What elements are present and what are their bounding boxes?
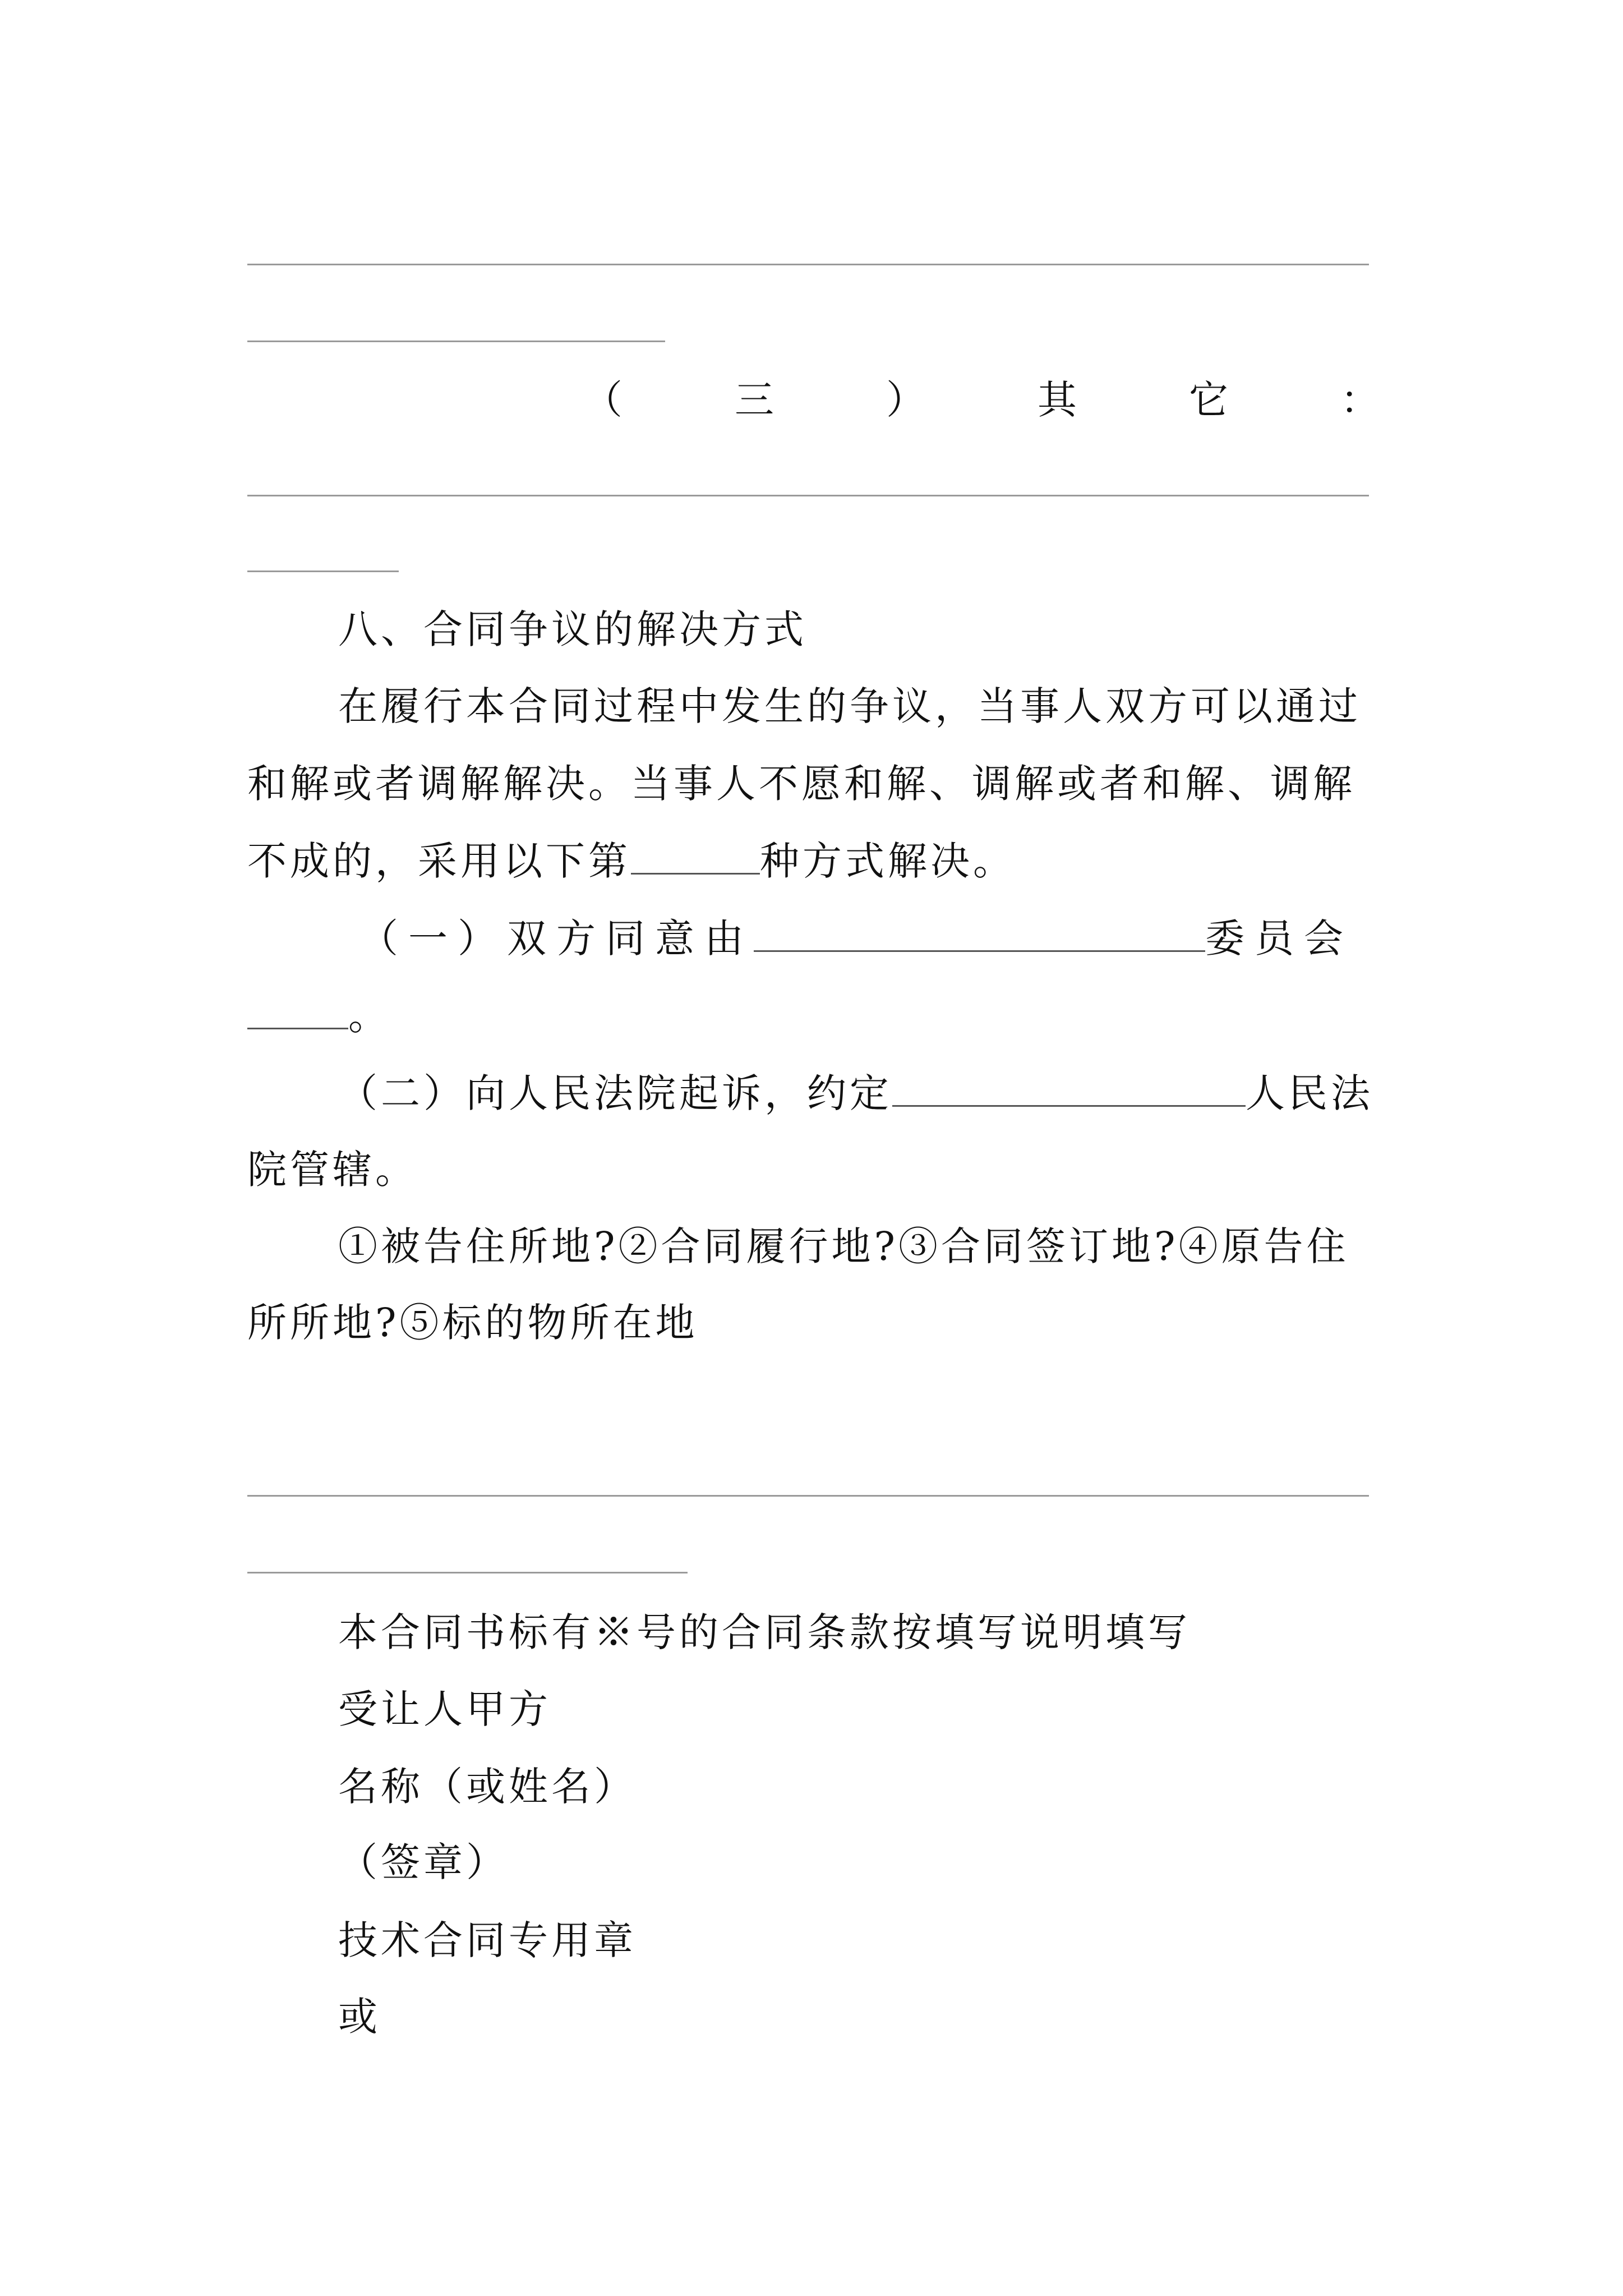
seal-label: （签章） xyxy=(338,1839,509,1885)
contract-stamp-label: 技术合同专用章 xyxy=(338,1917,637,1963)
option-one-suffix: 委员会 xyxy=(1205,915,1353,961)
other-char: （ xyxy=(583,377,623,423)
paragraph-line: 和解或者调解解决。当事人不愿和解、调解或者和解、调解 xyxy=(247,761,1355,807)
arbitration-blank[interactable] xyxy=(247,993,348,1029)
section-other-heading xyxy=(583,375,1380,425)
assignee-party-label: 受让人甲方 xyxy=(338,1686,551,1732)
or-label: 或 xyxy=(338,1994,381,2040)
paragraph-line: 在履行本合同过程中发生的争议，当事人双方可以通过 xyxy=(338,683,1361,729)
option-one-continuation xyxy=(247,991,391,1041)
other-char: ） xyxy=(886,377,925,423)
method-number-blank[interactable] xyxy=(631,838,760,875)
option-two-text: （二）向人民法院起诉，约定 xyxy=(338,1070,892,1116)
other-char: ： xyxy=(1340,377,1380,423)
blank-rule-1 xyxy=(247,264,1369,265)
arbitration-committee-blank[interactable] xyxy=(754,915,1205,952)
blank-rule-4 xyxy=(247,570,399,572)
other-char: 它 xyxy=(1189,377,1228,423)
blank-rule-2 xyxy=(247,341,665,342)
option-one-end: 。 xyxy=(348,993,391,1039)
other-char: 三 xyxy=(735,377,774,423)
paragraph-line xyxy=(247,836,1016,886)
option-two-continuation: 院管辖。 xyxy=(247,1147,418,1193)
venue-options-line: 所所地?⑤标的物所在地 xyxy=(247,1300,698,1346)
venue-options-line: ①被告住所地?②合同履行地?③合同签订地?④原告住 xyxy=(338,1223,1349,1269)
option-two-line xyxy=(338,1068,1373,1119)
section-heading: 八、合同争议的解决方式 xyxy=(338,606,807,652)
option-one-text: （一）双方同意由 xyxy=(359,915,754,961)
name-label: 名称（或姓名） xyxy=(338,1764,637,1810)
fill-instruction-note: 本合同书标有※号的合同条款按填写说明填写 xyxy=(338,1609,1191,1655)
court-blank[interactable] xyxy=(892,1070,1246,1107)
option-one-line xyxy=(359,913,1353,964)
blank-rule-6 xyxy=(247,1572,688,1573)
blank-rule-5 xyxy=(247,1495,1369,1497)
other-char: 其 xyxy=(1038,377,1077,423)
option-two-suffix: 人民法 xyxy=(1246,1070,1373,1116)
paragraph-text: 种方式解决。 xyxy=(760,838,1016,884)
paragraph-text: 不成的，采用以下第 xyxy=(247,838,631,884)
blank-rule-3 xyxy=(247,495,1369,496)
